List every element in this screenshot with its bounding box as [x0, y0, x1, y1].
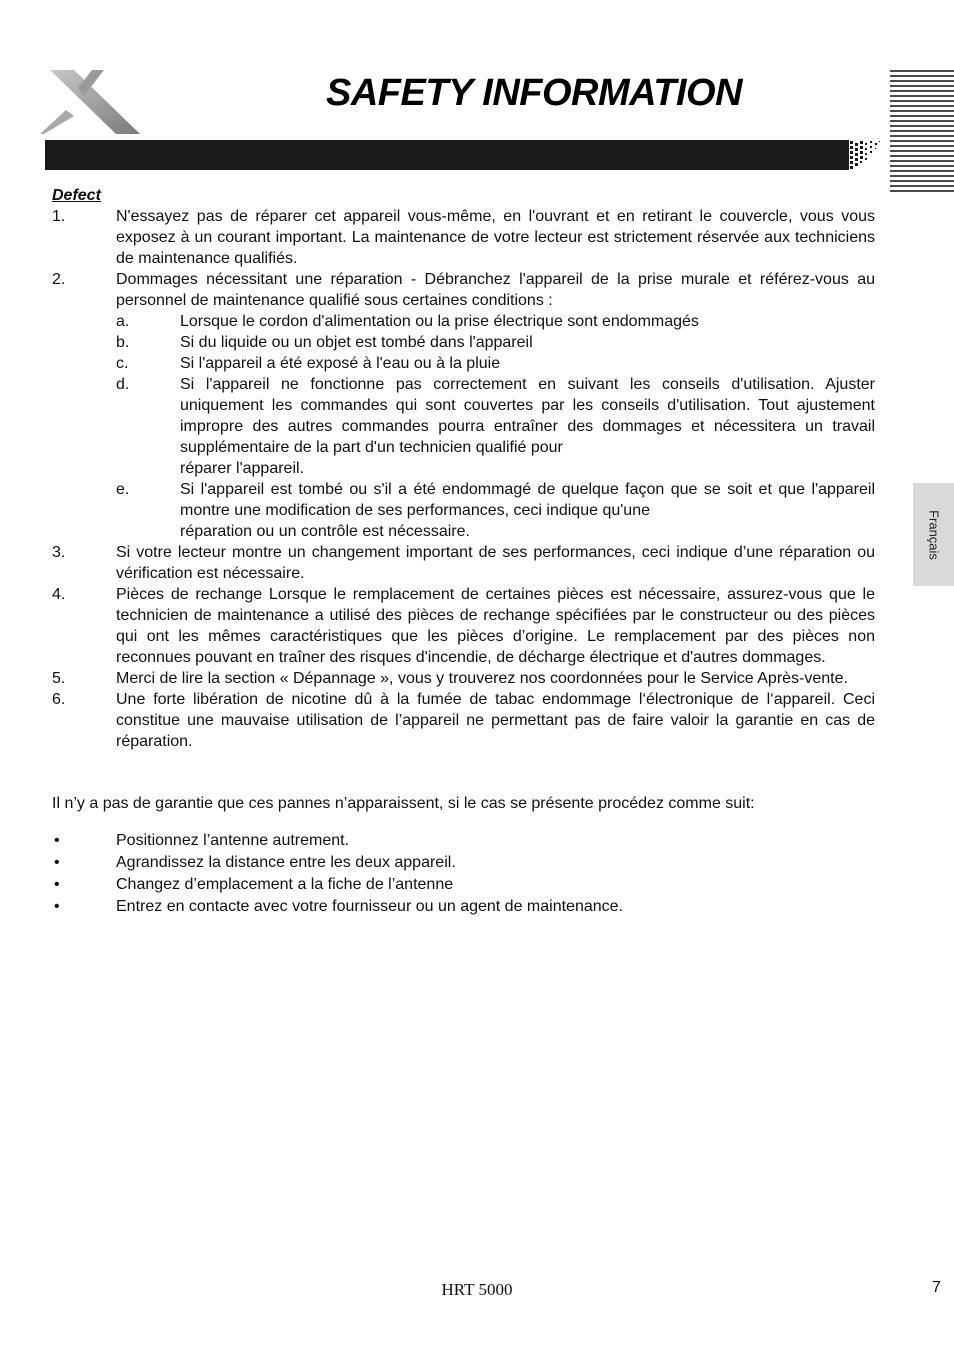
sub-item-letter: c.: [116, 355, 129, 372]
bullet-icon: •: [54, 832, 60, 849]
item-number: 6.: [52, 691, 66, 708]
bullet-text: Agrandissez la distance entre les deux appareil.: [116, 854, 456, 871]
sub-item-letter: d.: [116, 376, 130, 393]
bullet-item: [52, 830, 875, 852]
x-brand-logo: [40, 66, 144, 138]
section-heading: Defect: [52, 187, 101, 204]
item-number: 5.: [52, 670, 66, 687]
item-text: Dommages nécessitant une réparation - Débranchez l'appareil de la prise murale et référez-vous au personnel de maintenance qualifié sous certaines conditions :: [116, 271, 875, 309]
bullet-icon: •: [54, 898, 60, 915]
bullet-text: Entrez en contacte avec votre fournisseur ou un agent de maintenance.: [116, 898, 623, 915]
sub-item: [116, 353, 875, 374]
bullet-item: [52, 852, 875, 874]
bullet-text: Positionnez l’antenne autrement.: [116, 832, 350, 849]
sub-item-text: Si l'appareil ne fonctionne pas correctement en suivant les conseils d'utilisation. Ajuster uniquement les commandes qui sont couvertes par les conseils d'utilisation. Tout ajustement impropre des autres commandes pourra entraîner des dommages et nécessitera un travail supplémentaire de la part d'un technicien qualifié pour: [180, 376, 875, 456]
list-item: [52, 206, 875, 269]
sub-item: [116, 332, 875, 353]
bullet-list: [52, 830, 875, 918]
list-item: [52, 269, 875, 542]
sub-item: [116, 311, 875, 332]
intro-paragraph: Il n’y a pas de garantie que ces pannes n’apparaissent, si le cas se présente procédez comme suit:: [52, 795, 755, 812]
list-item: [52, 668, 875, 689]
list-item: [52, 689, 875, 752]
sub-item-text: Lorsque le cordon d'alimentation ou la prise électrique sont endommagés: [180, 313, 699, 330]
page-title: SAFETY INFORMATION: [326, 72, 743, 114]
item-number: 1.: [52, 208, 66, 225]
language-tab: [913, 483, 954, 586]
item-text: Si votre lecteur montre un changement important de ses performances, ceci indique d’une réparation ou vérification est nécessaire.: [116, 544, 875, 582]
footer-model: HRT 5000: [441, 1280, 513, 1299]
decorative-stripes: [890, 70, 954, 196]
sub-item-letter: b.: [116, 334, 130, 351]
item-text: Une forte libération de nicotine dû à la fumée de tabac endommage l‘électronique de l‘appareil. Ceci constitue une mauvaise utilisation de l’appareil ne permettant pas de faire valoir la garantie en cas de réparation.: [116, 691, 875, 750]
sub-item-text: Si l'appareil est tombé ou s'il a été endommagé de quelque façon que se soit et que l'appareil montre une modification de ses performances, ceci indique qu'une: [180, 481, 875, 519]
item-number: 3.: [52, 544, 66, 561]
bullet-icon: •: [54, 876, 60, 893]
sub-item-text: réparer l'appareil.: [180, 460, 305, 477]
sub-item-letter: a.: [116, 313, 130, 330]
item-text: Pièces de rechange Lorsque le remplacement de certaines pièces est nécessaire, assurez-vous que le technicien de maintenance a utilisé des pièces de rechange spécifiées par le constructeur ou des pièces qui ont les mêmes caractéristiques que les pièces d’origine. Le remplacement par des pièces non reconnues pouvant en traîner des risques d'incendie, de décharge électrique et d'autres dommages.: [116, 586, 875, 666]
sub-item-text: Si l'appareil a été exposé à l'eau ou à la pluie: [180, 355, 501, 372]
item-number: 4.: [52, 586, 66, 603]
sub-item-text: Si du liquide ou un objet est tombé dans l'appareil: [180, 334, 533, 351]
sub-item-letter: e.: [116, 481, 130, 498]
bullet-icon: •: [54, 854, 60, 871]
bullet-item: [52, 874, 875, 896]
page-number: 7: [932, 1279, 941, 1296]
sub-item: [116, 374, 875, 479]
bullet-text: Changez d’emplacement a la fiche de l’antenne: [116, 876, 454, 893]
document-body: [52, 185, 875, 918]
bullet-item: [52, 896, 875, 918]
sub-item: [116, 479, 875, 542]
item-number: 2.: [52, 271, 66, 288]
list-item: [52, 584, 875, 668]
item-text: Merci de lire la section « Dépannage », vous y trouverez nos coordonnées pour le Service Après-vente.: [116, 670, 848, 687]
banner-dot-pattern: [841, 140, 885, 170]
item-text: N'essayez pas de réparer cet appareil vous-même, en l'ouvrant et en retirant le couvercle, vous vous exposez à un courant important. La maintenance de votre lecteur est strictement réservée aux techniciens de maintenance qualifiés.: [116, 208, 875, 267]
list-item: [52, 542, 875, 584]
language-tab-label: Français: [926, 509, 941, 560]
header-banner: [45, 140, 885, 170]
sub-item-text: réparation ou un contrôle est nécessaire.: [180, 523, 470, 540]
